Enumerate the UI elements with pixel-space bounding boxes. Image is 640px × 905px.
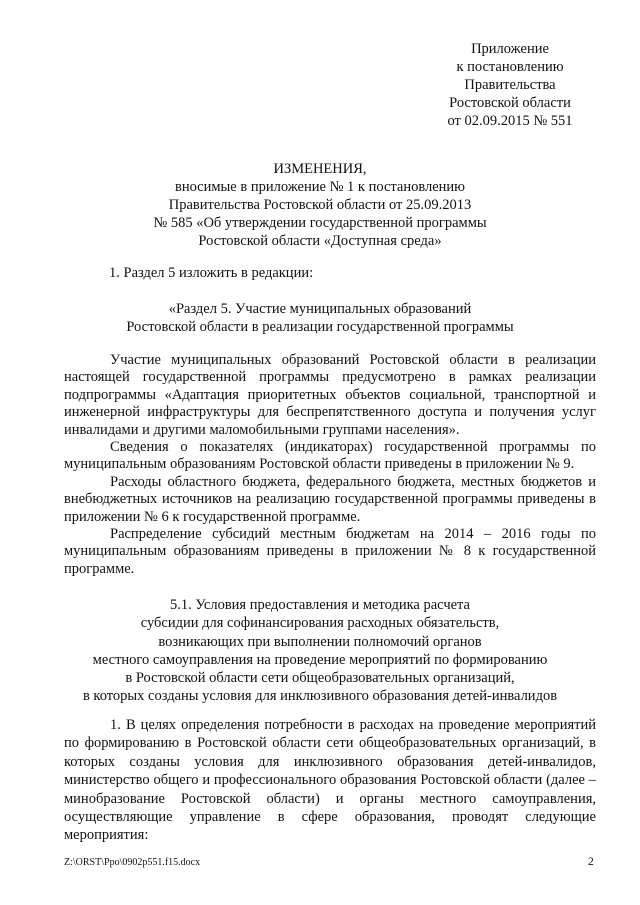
appendix-line: Правительства xyxy=(464,77,556,93)
section-title-line: «Раздел 5. Участие муниципальных образований xyxy=(168,301,472,317)
appendix-line: Приложение xyxy=(471,41,549,57)
subsection-paragraph xyxy=(64,716,596,845)
title-line: Ростовской области «Доступная среда» xyxy=(198,233,442,249)
title-heading: ИЗМЕНЕНИЯ, xyxy=(273,161,367,177)
title-line: Правительства Ростовской области от 25.09.2013 xyxy=(168,197,472,213)
document-title xyxy=(60,160,580,250)
appendix-block xyxy=(410,40,610,130)
appendix-line: от 02.09.2015 № 551 xyxy=(447,113,573,129)
body-paragraph: Сведения о показателях (индикаторах) государственной программы по муниципальным образованиям Ростовской области приведены в приложении № 9. xyxy=(64,439,596,473)
subsection-title-line: в Ростовской области сети общеобразовательных организаций, xyxy=(125,670,515,687)
body-paragraph: Расходы областного бюджета, федерального бюджета, местных бюджетов и внебюджетных источников на реализацию государственной программы приведены в приложении № 6 к государственной программе. xyxy=(64,473,596,525)
section-title-line: Ростовской области в реализации государственной программы xyxy=(126,319,514,335)
paragraph-1: 1. В целях определения потребности в расходах на проведение мероприятий по формированию в Ростовской области сети общеобразовательных организаций, в которых созданы условия для инклюзивного образования детей-инвалидов, министерство общего и профессионального образования Ростовской области (далее – минобразование Ростовской области) и органы местного самоуправления, осуществляющие управление в сфере образования, проводят следующие мероприятия: xyxy=(64,717,596,844)
subsection-title-line: субсидии для софинансирования расходных обязательств, xyxy=(140,615,500,632)
subsection-title-line: в которых созданы условия для инклюзивного образования детей-инвалидов xyxy=(82,688,558,705)
title-line: вносимые в приложение № 1 к постановлению xyxy=(174,179,466,195)
section-5-body xyxy=(64,352,596,578)
body-paragraph: Распределение субсидий местным бюджетам на 2014 – 2016 годы по муниципальным образованиям приведены в приложении № 8 к государственной программе. xyxy=(64,526,596,577)
appendix-line: Ростовской области xyxy=(449,95,571,111)
subsection-5-1-title xyxy=(60,596,580,706)
body-paragraph: Участие муниципальных образований Ростовской области в реализации настоящей государственной программы предусмотрено в рамках реализации подпрограммы «Адаптация приоритетных объектов социальной, транспортной и инженерной инфраструктуры для беспрепятственного доступа и получения услуг инвалидами и другими маломобильными группами населения». xyxy=(64,352,596,438)
subsection-title-line: возникающих при выполнении полномочий органов xyxy=(158,633,482,650)
footer-file-path: Z:\ORST\Ppo\0902p551.f15.docx xyxy=(64,857,201,868)
title-line: № 585 «Об утверждении государственной программы xyxy=(153,215,487,231)
subsection-title-line: 5.1. Условия предоставления и методика расчета xyxy=(170,597,470,613)
page-number: 2 xyxy=(588,856,594,868)
subsection-title-line: местного самоуправления на проведение мероприятий по формированию xyxy=(92,651,548,668)
item-1-instruction: 1. Раздел 5 изложить в редакции: xyxy=(109,265,314,281)
section-5-title xyxy=(60,300,580,336)
appendix-line: к постановлению xyxy=(456,59,564,75)
